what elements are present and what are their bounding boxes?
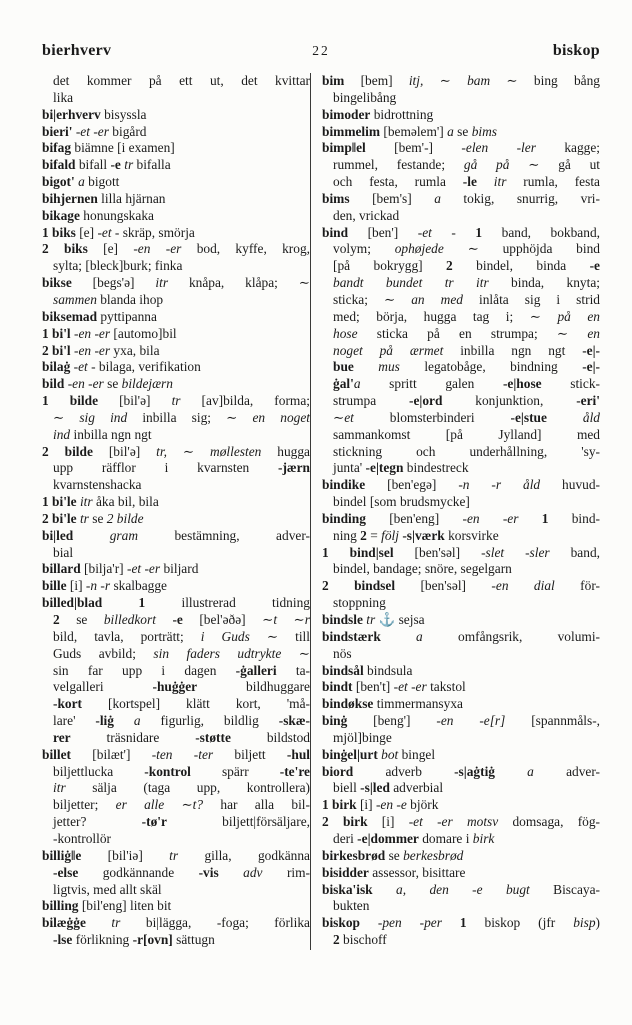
dictionary-line: bindt [ben't] -et -er takstol <box>322 679 466 695</box>
dictionary-line: sticka; ∼ an med inlåta sig i strid <box>333 291 600 307</box>
dictionary-line: -kort [kortspel] klätt kort, 'må- <box>53 696 310 712</box>
dictionary-line: 2 bischoff <box>333 932 387 948</box>
dictionary-line: rer träsnidare -støtte bildstod <box>53 729 310 745</box>
dictionary-line: biljettlucka -kontrol spärr -te're <box>53 763 310 779</box>
dictionary-line: stickning och underhållning, 'sy- <box>333 443 600 459</box>
dictionary-line: den, vrickad <box>333 207 400 223</box>
dictionary-line: 2 se billedkort -e [bel'əðə] ∼t ∼r <box>53 612 310 627</box>
dictionary-line: bilæġġe tr bi|lägga, -foga; förlika <box>42 915 311 931</box>
dictionary-line: Guds avbild; sin faders udtrykte ∼ <box>53 645 310 661</box>
dictionary-line: bikse [begs'ə] itr knåpa, klåpa; ∼ <box>42 275 310 291</box>
dictionary-line: bim [bem] itj, ∼ bam ∼ bing bång <box>322 73 601 88</box>
dictionary-line: 2 biks [e] -en -er bod, kyffe, krog, <box>42 241 311 257</box>
dictionary-line: sin far upp i dagen -ġalleri ta- <box>53 662 310 678</box>
dictionary-line: bindel, bandage; snöre, segelgarn <box>333 561 512 577</box>
dictionary-line: bild -en -er se bildejærn <box>42 376 173 392</box>
dictionary-line: -kontrollör <box>53 830 112 846</box>
dictionary-line: ligtvis, med allt skäl <box>53 881 162 897</box>
dictionary-line: biskop -pen -per 1 biskop (jfr bisp) <box>322 915 600 931</box>
right-column <box>322 73 600 950</box>
dictionary-line: hose sticka på en strumpa; ∼ en <box>333 325 600 341</box>
dictionary-line: kvarnstenshacka <box>53 477 142 493</box>
dictionary-line: det kommer på ett ut, det kvittar <box>53 73 310 88</box>
dictionary-line: junta' -e|tegn bindestreck <box>333 460 469 476</box>
dictionary-line: ġal'a spritt galen -e|hose stick- <box>333 376 600 392</box>
dictionary-line: bilaġ -et - bilaga, verifikation <box>42 359 201 375</box>
dictionary-line: bindstærk a omfångsrik, volumi- <box>322 628 600 644</box>
dictionary-line: billed|blad 1 illustrerad tidning <box>42 595 310 611</box>
dictionary-line: 2 bindsel [ben'səl] -en dial för- <box>322 578 600 594</box>
dictionary-line: lare' -liġ a figurlig, bildlig -skæ- <box>53 713 310 729</box>
dictionary-line: bi|erhverv bisyssla <box>42 106 147 122</box>
dictionary-line: billet [bilæt'] -ten -ter biljett -hul <box>42 746 310 762</box>
dictionary-line: 1 bilde [bil'ə] tr [av]bilda, forma; <box>42 393 310 409</box>
page-header <box>42 42 600 60</box>
dictionary-line: bisidder assessor, bisittare <box>322 864 466 880</box>
dictionary-line: billard [bilja'r] -et -er biljard <box>42 561 199 577</box>
dictionary-line: bindel [som brudsmycke] <box>333 494 470 510</box>
dictionary-line: bindike [ben'egə] -n -r åld huvud- <box>322 477 600 493</box>
dictionary-line: 1 birk [i] -en -e björk <box>322 797 439 813</box>
dictionary-line: nös <box>333 645 352 661</box>
dictionary-line: biell -s|led adverbial <box>333 780 444 796</box>
dictionary-line: 1 bind|sel [ben'səl] -slet -sler band, <box>322 544 600 560</box>
page-number: 22 <box>312 43 330 58</box>
dictionary-line: 2 birk [i] -et -er motsv domsaga, fög- <box>322 814 601 830</box>
dictionary-line: ning 2 = följ -s|værk korsvirke <box>333 527 499 543</box>
dictionary-line: bims [bem's] a tokig, snurrig, vri- <box>322 190 600 206</box>
dictionary-line: bindøkse timmermansyxa <box>322 696 463 712</box>
dictionary-line: billing [bil'eng] liten bit <box>42 898 172 914</box>
dictionary-line: birkesbrød se berkesbrød <box>322 847 464 863</box>
left-column <box>42 73 310 950</box>
dictionary-line: 2 bi'le tr se 2 bilde <box>42 510 144 526</box>
dictionary-line: binding [ben'eng] -en -er 1 bind- <box>322 510 600 526</box>
dictionary-line: biska'isk a, den -e bugt Biscaya- <box>322 881 600 897</box>
dictionary-line: deri -e|dommer domare i birk <box>333 830 495 846</box>
text-block <box>42 73 600 950</box>
dictionary-line: bimoder bidrottning <box>322 106 434 122</box>
dictionary-line: itr sälja (taga upp, kontrollera) <box>53 780 310 796</box>
dictionary-line: velgalleri -huġġer bildhuggare <box>53 679 310 695</box>
dictionary-line: noget på ærmet inbilla ngn ngt -e|- <box>333 342 601 358</box>
dictionary-line: bindsle tr ⚓ sejsa <box>322 612 425 627</box>
dictionary-line: ∼et blomsterbinderi -e|stue åld <box>333 409 600 425</box>
dictionary-line: 1 bi'le itr åka bil, bila <box>42 494 159 510</box>
dictionary-line: -else godkännande -vis adv rim- <box>53 864 310 880</box>
dictionary-line: bukten <box>333 898 370 914</box>
dictionary-line: bingelibång <box>333 89 397 105</box>
dictionary-line: billiġ‖e [bil'iə] tr gilla, godkänna <box>42 847 311 863</box>
dictionary-line: lika <box>53 89 74 105</box>
dictionary-line: sammankomst [på Jylland] med <box>333 426 600 442</box>
dictionary-line: 1 biks [e] -et - skräp, smörja <box>42 224 195 240</box>
dictionary-line: stoppning <box>333 595 386 611</box>
column-divider <box>310 73 311 950</box>
dictionary-line: bifald bifall -e tr bifalla <box>42 157 171 173</box>
dictionary-line: bild, tavla, porträtt; i Guds ∼ till <box>53 628 310 644</box>
dictionary-line: bille [i] -n -r skalbagge <box>42 578 167 594</box>
dictionary-line: biord adverb -s|aġtiġ a adver- <box>322 763 600 779</box>
dictionary-line: volym; ophøjede ∼ upphöjda bind <box>333 241 600 257</box>
dictionary-line: biksemad pyttipanna <box>42 308 157 324</box>
dictionary-line: 2 bi'l -en -er yxa, bila <box>42 342 160 358</box>
dictionary-line: 2 bilde [bil'ə] tr, ∼ møllesten hugga <box>42 443 311 459</box>
dictionary-line: strumpa -e|ord konjunktion, -eri' <box>333 393 600 409</box>
dictionary-line: jetter? -tø'r biljett|försäljare, <box>53 814 310 830</box>
dictionary-line: bihjernen lilla hjärnan <box>42 190 166 206</box>
dictionary-line: sylta; [bleck]burk; finka <box>53 258 183 274</box>
dictionary-line: ∼ sig ind inbilla sig; ∼ en noget <box>53 409 310 425</box>
dictionary-line: [på bokrygg] 2 bindel, binda -e <box>333 258 600 274</box>
dictionary-line: bandt bundet tr itr binda, knyta; <box>333 275 600 291</box>
dictionary-line: bifag biämne [i examen] <box>42 140 175 156</box>
dictionary-line: bikage honungskaka <box>42 207 154 223</box>
dictionary-line: biljetter; er alle ∼t? har alla bil- <box>53 797 310 813</box>
dictionary-line: bimmelim [beməlem'] a se bims <box>322 123 497 139</box>
dictionary-line: bindsål bindsula <box>322 662 413 678</box>
dictionary-line: bieri' -et -er bigård <box>42 123 147 139</box>
dictionary-line: binġel|urt bot bingel <box>322 746 436 762</box>
dictionary-line: upp räfflor i kvarnsten -jærn <box>53 460 310 476</box>
dictionary-line: bue mus legatobåge, bindning -e|- <box>333 359 600 375</box>
dictionary-line: bial <box>53 544 74 560</box>
dictionary-line: ind inbilla ngn ngt <box>53 426 152 442</box>
header-left-word: bierhverv <box>42 42 112 59</box>
dictionary-line: bind [ben'] -et - 1 band, bokband, <box>322 224 600 240</box>
dictionary-line: och festa, rumla -le itr rumla, festa <box>333 174 600 190</box>
dictionary-line: bimp‖el [bem'-] -elen -ler kagge; <box>322 140 601 156</box>
dictionary-line: 1 bi'l -en -er [automo]bil <box>42 325 177 341</box>
dictionary-line: med; börja, hugga tag i; ∼ på en <box>333 308 600 324</box>
dictionary-line: rummel, festande; gå på ∼ gå ut <box>333 157 601 173</box>
dictionary-line: bi|led gram bestämning, adver- <box>42 527 310 543</box>
header-right-word: biskop <box>552 42 600 59</box>
dictionary-line: bigot' a bigott <box>42 174 120 190</box>
dictionary-line: -lse förlikning -r[ovn] sättugn <box>53 932 215 948</box>
dictionary-line: mjöl]binge <box>333 729 392 745</box>
dictionary-line: sammen blanda ihop <box>53 291 164 307</box>
dictionary-line: binġ [beng'] -en -e[r] [spannmåls-, <box>322 713 601 729</box>
